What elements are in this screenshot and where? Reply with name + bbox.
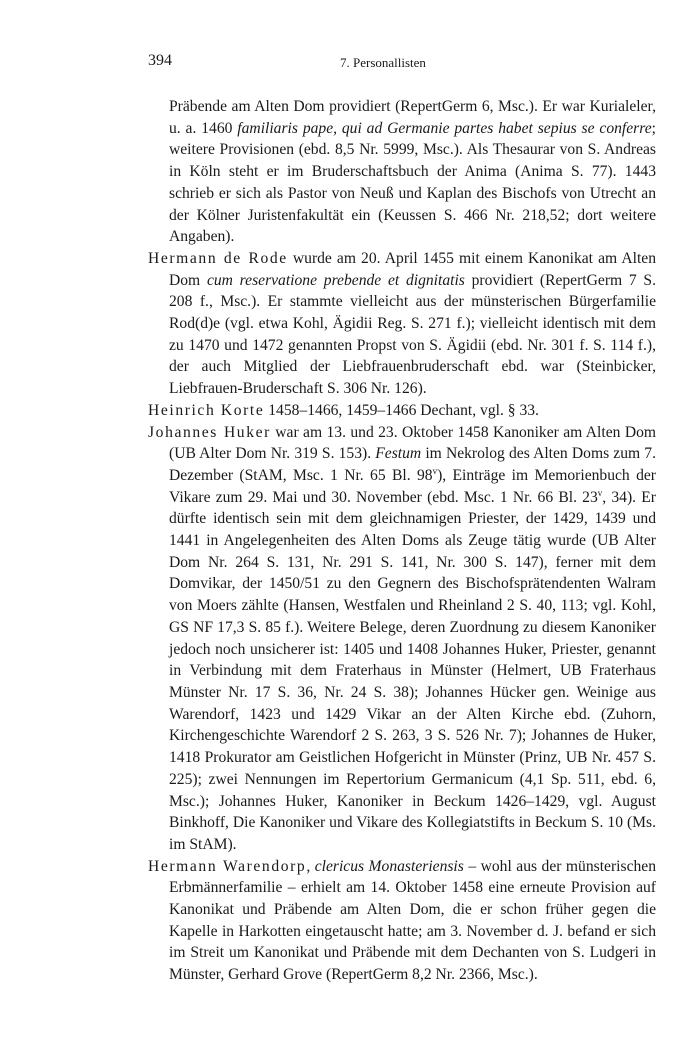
text-run: , 34). Er dürfte identisch sein mit dem gleichnamigen Priester, der 1429, 1439 und 1441 in Angelegenheiten des Alten Doms als Zeuge tätig wurde (UB Alter Dom Nr. 264 S. 131, Nr. 291 S. 141, Nr. 300 S. 147), ferner mit dem Domvikar, der 1450/51 zu den Gegnern des Bischofsprätendenten Walram von Moers zählte (Hansen, Westfalen und Rheinland 2 S. 40, 113; vgl. Kohl, GS NF 17,3 S. 85 f.). Weitere Belege, deren Zuordnung zu diesem Kanoniker jedoch noch unsicherer ist: 1405 und 1408 Johannes Huker, Priester, genannt in Verbindung mit dem Fraterhaus in Münster (Helmert, UB Fraterhaus Münster Nr. 17 S. 36, Nr. 24 S. 38); Johannes Hücker gen. Weinige aus Warendorf, 1423 und 1429 Vikar an der Alten Kirche ebd. (Zuhorn, Kirchengeschichte Warendorf 2 S. 263, 3 S. 526 Nr. 7); Johannes de Huker, 1418 Prokurator am Geistlichen Hofgericht in Münster (Prinz, UB Nr. 457 S. 225); zwei Nennungen im Repertorium Germanicum (4,1 Sp. 511, ebd. 6, Msc.); Johannes Huker, Kanoniker in Beckum 1426–1429, vgl. August Binkhoff, Die Kanoniker und Vikare des Kollegiatstifts in Beckum S. 10 (Ms. im StAM). [169, 488, 656, 853]
running-head: 7. Personallisten [340, 55, 426, 70]
text-run: providiert (RepertGerm 7 S. 208 f., Msc.). Er stammte vielleicht aus der münsterischen Bürgerfamilie Rod(d)e (vgl. etwa Kohl, Ägidii Reg. S. 271 f.); vielleicht identisch mit dem zu 1470 und 1472 genannten Propst von S. Ägidii (ebd. Nr. 301 f. S. 114 f.), der auch Mitglied der Liebfrauenbruderschaft ebd. war (Steinbicker, Liebfrauen-Bruderschaft S. 306 Nr. 126). [169, 271, 656, 398]
text-run: war am 13. und 23. Oktober 1458 Kanoniker am Alten Dom (UB Alter Dom Nr. 319 S. 153). [169, 423, 657, 463]
entry-johannes-huker [148, 422, 656, 856]
latin-term: clericus Monasteriensis [314, 857, 464, 875]
entry-hermann-de-rode [148, 248, 656, 400]
entry-hermann-warendorp [148, 856, 656, 986]
latin-quote: cum reservatione prebende et dignitatis [206, 271, 465, 289]
page-number: 394 [148, 52, 172, 69]
text-run: , [306, 857, 315, 875]
continuation-paragraph [148, 96, 656, 248]
latin-term: Festum [375, 445, 422, 463]
entry-name: Johannes Huker [148, 423, 271, 441]
latin-quote: familiaris pape, qui ad Germanie partes habet sepius se conferre [237, 119, 652, 137]
body-text [148, 96, 656, 986]
text-run: Präbende am Alten Dom providiert (RepertGerm 6, Msc.). Er war Kurialeler, u. a. 1460 [169, 98, 656, 137]
entry-name: Hermann de Rode [148, 249, 288, 267]
text-run: wurde am 20. April 1455 mit einem Kanonikat am Alten Dom [169, 249, 656, 289]
text-run: ), Einträge im Memorienbuch der Vikare zum 29. Mai und 30. November (ebd. Msc. 1 Nr. 66 Bl. 23 [169, 466, 656, 506]
text-run: ; weitere Provisionen (ebd. 8,5 Nr. 5999, Msc.). Als Thesaurar von S. Andreas in Köln steht er im Bruderschaftsbuch der Anima (Anima S. 77). 1443 schrieb er sich als Pastor von Neuß und Kaplan des Bischofs von Utrecht an der Kölner Juristenfakultät ein (Keussen S. 466 Nr. 218,52; dort weitere Angaben). [169, 119, 656, 246]
superscript: v [432, 465, 438, 476]
entry-name: Hermann Warendorp [148, 857, 307, 875]
text-run: im Nekrolog des Alten Doms zum 7. Dezember (StAM, Msc. 1 Nr. 65 Bl. 98 [169, 445, 656, 484]
superscript: v [597, 487, 603, 498]
entry-name: Heinrich Korte [148, 401, 265, 419]
entry-heinrich-korte [148, 400, 656, 422]
text-run: 1458–1466, 1459–1466 Dechant, vgl. § 33. [264, 401, 539, 419]
text-run: – wohl aus der münsterischen Erbmännerfamilie – erhielt am 14. Oktober 1458 eine erneute Provision auf Kanonikat und Präbende am Alten Dom, die er schon früher gegen die Kapelle in Harkotten eingetauscht hatte; am 3. November d. J. befand er sich im Streit um Kanonikat und Präbende mit dem Dechanten von S. Ludgeri in Münster, Gerhard Grove (RepertGerm 8,2 Nr. 2366, Msc.). [169, 857, 657, 984]
